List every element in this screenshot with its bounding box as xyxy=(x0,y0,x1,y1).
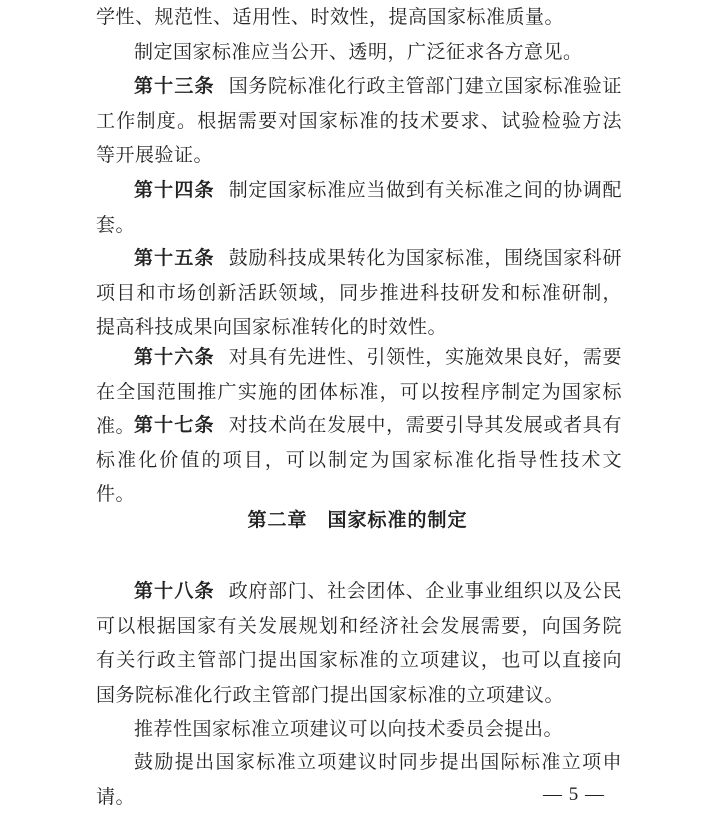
article-17 xyxy=(96,408,622,512)
article-15 xyxy=(96,241,622,345)
paragraph-text: 学性、规范性、适用性、时效性，提高国家标准质量。 xyxy=(96,6,565,28)
page-number: — 5 — xyxy=(543,784,605,805)
article-heading: 第十三条 xyxy=(134,75,215,97)
article-18 xyxy=(96,574,622,712)
article-heading: 第十八条 xyxy=(134,580,215,602)
paragraph-text: 制定国家标准应当公开、透明，广泛征求各方意见。 xyxy=(134,41,583,63)
article-14 xyxy=(96,173,622,242)
article-body: 对技术尚在发展中，需要引导其发展或者具有标准化价值的项目，可以制定为国家标准化指导性技术文件。 xyxy=(96,414,622,505)
article-body: 政府部门、社会团体、企业事业组织以及公民可以根据国家有关发展规划和经济社会发展需要，向国务院有关行政主管部门提出国家标准的立项建议，也可以直接向国务院标准化行政主管部门提出国家标准的立项建议。 xyxy=(96,580,622,706)
article-body: 对具有先进性、引领性，实施效果良好，需要在全国范围推广实施的团体标准，可以按程序制定为国家标准。 xyxy=(96,346,622,437)
article-heading: 第十七条 xyxy=(134,414,215,436)
article-body: 国务院标准化行政主管部门建立国家标准验证工作制度。根据需要对国家标准的技术要求、试验检验方法等开展验证。 xyxy=(96,75,622,166)
paragraph-continuation xyxy=(96,0,622,35)
article-body: 鼓励科技成果转化为国家标准，围绕国家科研项目和市场创新活跃领域，同步推进科技研发和标准研制，提高科技成果向国家标准转化的时效性。 xyxy=(96,247,622,338)
paragraph-text: 鼓励提出国家标准立项建议时同步提出国际标准立项申请。 xyxy=(96,751,622,808)
article-body: 制定国家标准应当做到有关标准之间的协调配套。 xyxy=(96,179,622,236)
paragraph-open-transparent xyxy=(96,35,622,70)
paragraph-technical-committee xyxy=(96,712,622,747)
chapter-title: 第二章 国家标准的制定 xyxy=(247,509,468,531)
paragraph-text: 推荐性国家标准立项建议可以向技术委员会提出。 xyxy=(134,718,564,740)
article-heading: 第十五条 xyxy=(134,247,215,269)
article-heading: 第十六条 xyxy=(134,346,215,368)
article-13 xyxy=(96,69,622,173)
article-heading: 第十四条 xyxy=(134,179,215,201)
